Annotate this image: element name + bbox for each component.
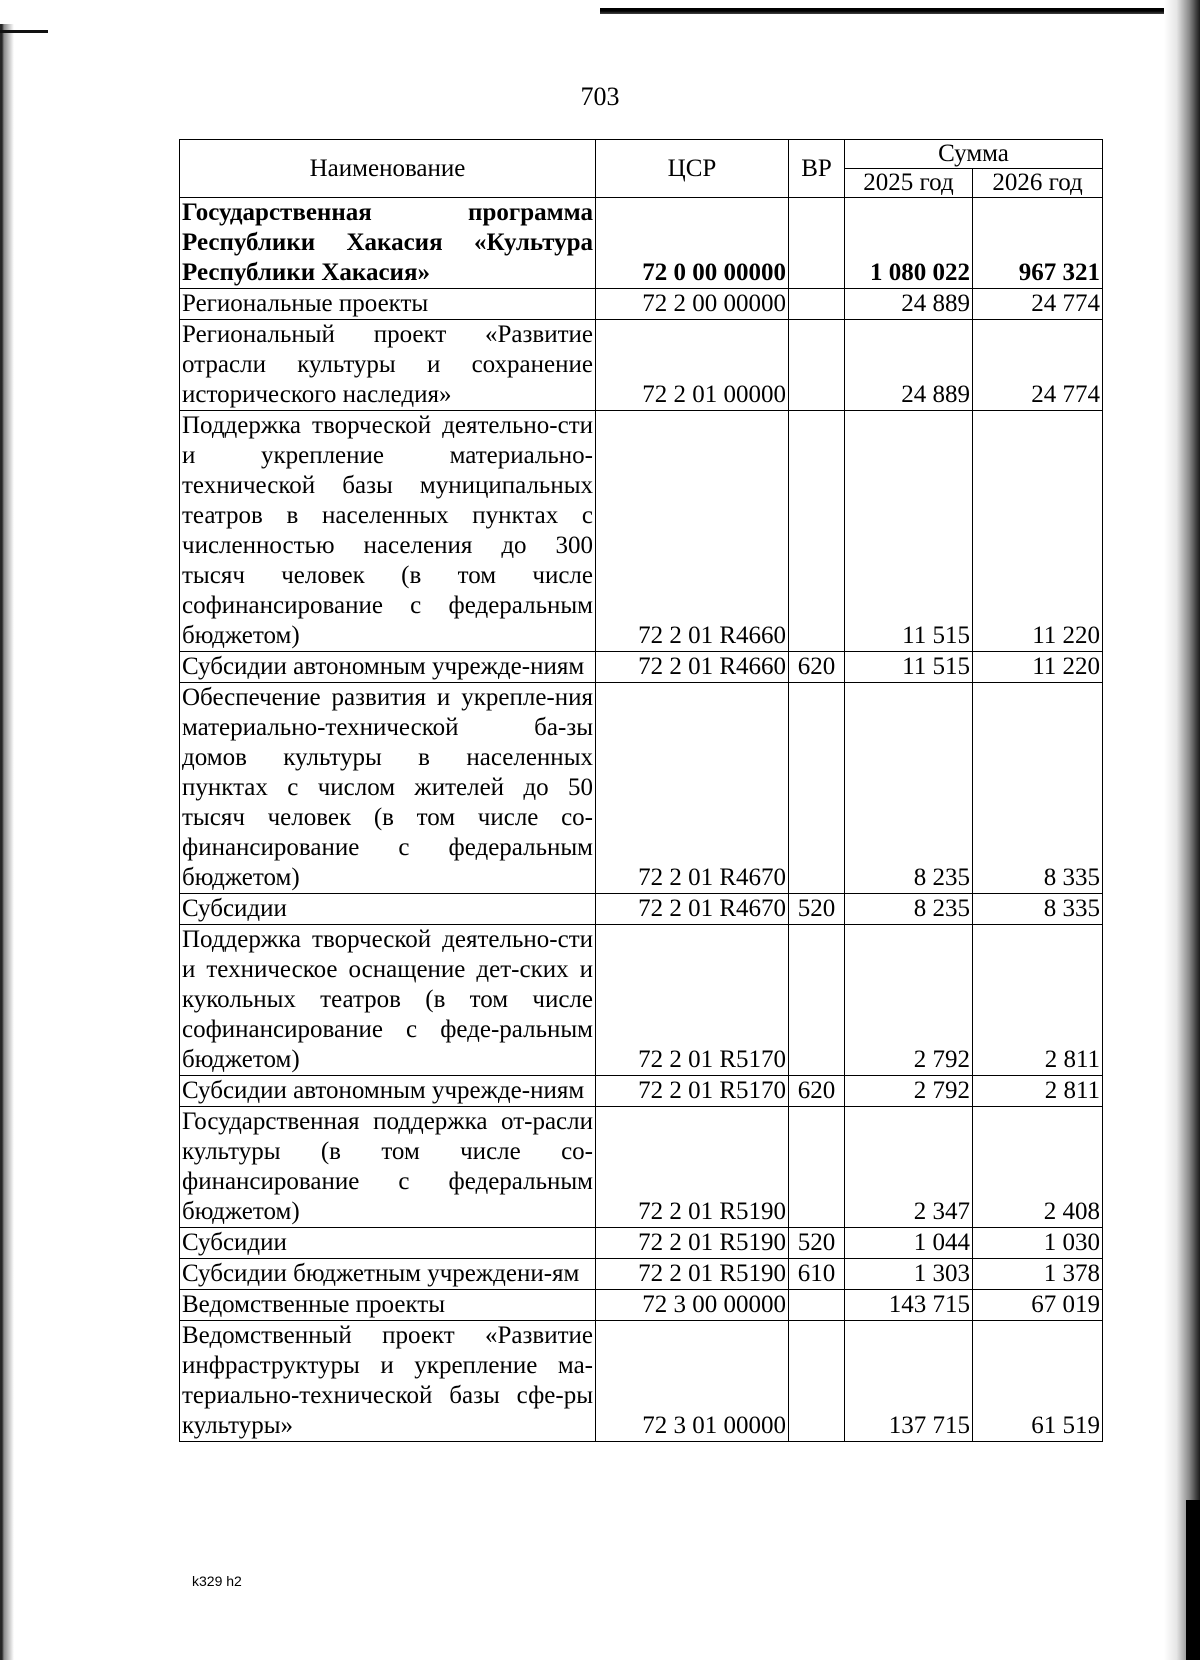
cell-name: Региональный проект «Развитие отрасли культуры и сохранение исторического наследия» xyxy=(180,320,596,411)
table-row xyxy=(180,1321,1103,1442)
cell-csr: 72 2 01 R5190 xyxy=(596,1259,789,1290)
cell-csr: 72 3 00 00000 xyxy=(596,1290,789,1321)
cell-vr xyxy=(789,925,845,1076)
cell-vr xyxy=(789,1321,845,1442)
cell-vr xyxy=(789,289,845,320)
cell-name: Обеспечение развития и укрепле-ния материально-технической ба-зы домов культуры в населенных пунктах с числом жителей до 50 тысяч человек (в том числе со-финансирование с федеральным бюджетом) xyxy=(180,683,596,894)
scan-artifact-right xyxy=(1164,0,1200,1660)
scan-artifact-right-dark xyxy=(1186,1500,1200,1660)
budget-table xyxy=(179,139,1103,1442)
cell-csr: 72 2 01 R4670 xyxy=(596,894,789,925)
cell-name: Поддержка творческой деятельно-сти и укрепление материально-технической базы муниципальных театров в населенных пунктах с численностью населения до 300 тысяч человек (в том числе софинансирование с федеральным бюджетом) xyxy=(180,411,596,652)
cell-sum-2025: 2 792 xyxy=(845,1076,973,1107)
table-row xyxy=(180,1107,1103,1228)
cell-csr: 72 2 01 R5190 xyxy=(596,1107,789,1228)
cell-sum-2026: 11 220 xyxy=(973,652,1103,683)
cell-sum-2026: 61 519 xyxy=(973,1321,1103,1442)
cell-sum-2025: 8 235 xyxy=(845,683,973,894)
cell-vr xyxy=(789,683,845,894)
cell-sum-2026: 8 335 xyxy=(973,683,1103,894)
cell-csr: 72 3 01 00000 xyxy=(596,1321,789,1442)
cell-sum-2025: 11 515 xyxy=(845,411,973,652)
cell-vr xyxy=(789,1107,845,1228)
table-row xyxy=(180,289,1103,320)
cell-sum-2026: 1 378 xyxy=(973,1259,1103,1290)
cell-csr: 72 2 01 R5190 xyxy=(596,1228,789,1259)
header-year-2025: 2025 год xyxy=(845,169,973,198)
table-row xyxy=(180,320,1103,411)
table-row xyxy=(180,1259,1103,1290)
cell-vr xyxy=(789,1290,845,1321)
cell-sum-2026: 24 774 xyxy=(973,289,1103,320)
table-header xyxy=(180,140,1103,198)
cell-vr: 620 xyxy=(789,652,845,683)
table-row xyxy=(180,411,1103,652)
cell-sum-2025: 143 715 xyxy=(845,1290,973,1321)
cell-name: Государственная поддержка от-расли культуры (в том числе со-финансирование с федеральным бюджетом) xyxy=(180,1107,596,1228)
scan-artifact-left xyxy=(0,24,16,1660)
scan-artifact-left-mark xyxy=(0,30,48,33)
cell-vr: 520 xyxy=(789,1228,845,1259)
cell-sum-2026: 2 811 xyxy=(973,925,1103,1076)
cell-csr: 72 2 01 R4660 xyxy=(596,652,789,683)
cell-csr: 72 2 01 R5170 xyxy=(596,1076,789,1107)
cell-sum-2025: 24 889 xyxy=(845,289,973,320)
cell-vr xyxy=(789,320,845,411)
cell-sum-2025: 1 080 022 xyxy=(845,198,973,289)
cell-name: Субсидии автономным учрежде-ниям xyxy=(180,652,596,683)
table-row xyxy=(180,894,1103,925)
cell-name: Государственная программа Республики Хакасия «Культура Республики Хакасия» xyxy=(180,198,596,289)
cell-sum-2026: 2 408 xyxy=(973,1107,1103,1228)
cell-sum-2025: 1 044 xyxy=(845,1228,973,1259)
cell-name: Субсидии автономным учрежде-ниям xyxy=(180,1076,596,1107)
cell-csr: 72 2 01 R4670 xyxy=(596,683,789,894)
header-sum: Сумма xyxy=(845,140,1103,169)
page-number: 703 xyxy=(580,82,620,111)
header-year-2026: 2026 год xyxy=(973,169,1103,198)
cell-csr: 72 2 00 00000 xyxy=(596,289,789,320)
cell-sum-2026: 2 811 xyxy=(973,1076,1103,1107)
cell-csr: 72 2 01 R4660 xyxy=(596,411,789,652)
table-row xyxy=(180,198,1103,289)
cell-sum-2026: 967 321 xyxy=(973,198,1103,289)
cell-vr: 620 xyxy=(789,1076,845,1107)
cell-name: Поддержка творческой деятельно-сти и техническое оснащение дет-ских и кукольных театров (в том числе софинансирование с феде-ральным бюджетом) xyxy=(180,925,596,1076)
cell-sum-2025: 137 715 xyxy=(845,1321,973,1442)
cell-name: Ведомственный проект «Развитие инфраструктуры и укрепление ма-териально-технической базы сфе-ры культуры» xyxy=(180,1321,596,1442)
header-vr: ВР xyxy=(789,140,845,198)
cell-sum-2026: 67 019 xyxy=(973,1290,1103,1321)
cell-vr xyxy=(789,198,845,289)
cell-sum-2026: 8 335 xyxy=(973,894,1103,925)
footer-code: k329 h2 xyxy=(192,1573,242,1589)
table-row xyxy=(180,1076,1103,1107)
table-row xyxy=(180,652,1103,683)
cell-csr: 72 0 00 00000 xyxy=(596,198,789,289)
cell-sum-2025: 2 792 xyxy=(845,925,973,1076)
cell-sum-2025: 8 235 xyxy=(845,894,973,925)
cell-name: Субсидии бюджетным учреждени-ям xyxy=(180,1259,596,1290)
cell-name: Субсидии xyxy=(180,1228,596,1259)
cell-csr: 72 2 01 R5170 xyxy=(596,925,789,1076)
cell-sum-2026: 24 774 xyxy=(973,320,1103,411)
cell-sum-2026: 1 030 xyxy=(973,1228,1103,1259)
cell-sum-2025: 1 303 xyxy=(845,1259,973,1290)
cell-sum-2026: 11 220 xyxy=(973,411,1103,652)
table-row xyxy=(180,683,1103,894)
table-body xyxy=(180,198,1103,1442)
cell-vr: 520 xyxy=(789,894,845,925)
cell-sum-2025: 24 889 xyxy=(845,320,973,411)
cell-vr xyxy=(789,411,845,652)
cell-csr: 72 2 01 00000 xyxy=(596,320,789,411)
table-row xyxy=(180,1290,1103,1321)
cell-sum-2025: 11 515 xyxy=(845,652,973,683)
header-csr: ЦСР xyxy=(596,140,789,198)
cell-name: Ведомственные проекты xyxy=(180,1290,596,1321)
table-row xyxy=(180,1228,1103,1259)
cell-vr: 610 xyxy=(789,1259,845,1290)
header-name: Наименование xyxy=(180,140,596,198)
cell-name: Региональные проекты xyxy=(180,289,596,320)
table-row xyxy=(180,925,1103,1076)
cell-sum-2025: 2 347 xyxy=(845,1107,973,1228)
scan-artifact-top xyxy=(600,8,1170,14)
cell-name: Субсидии xyxy=(180,894,596,925)
